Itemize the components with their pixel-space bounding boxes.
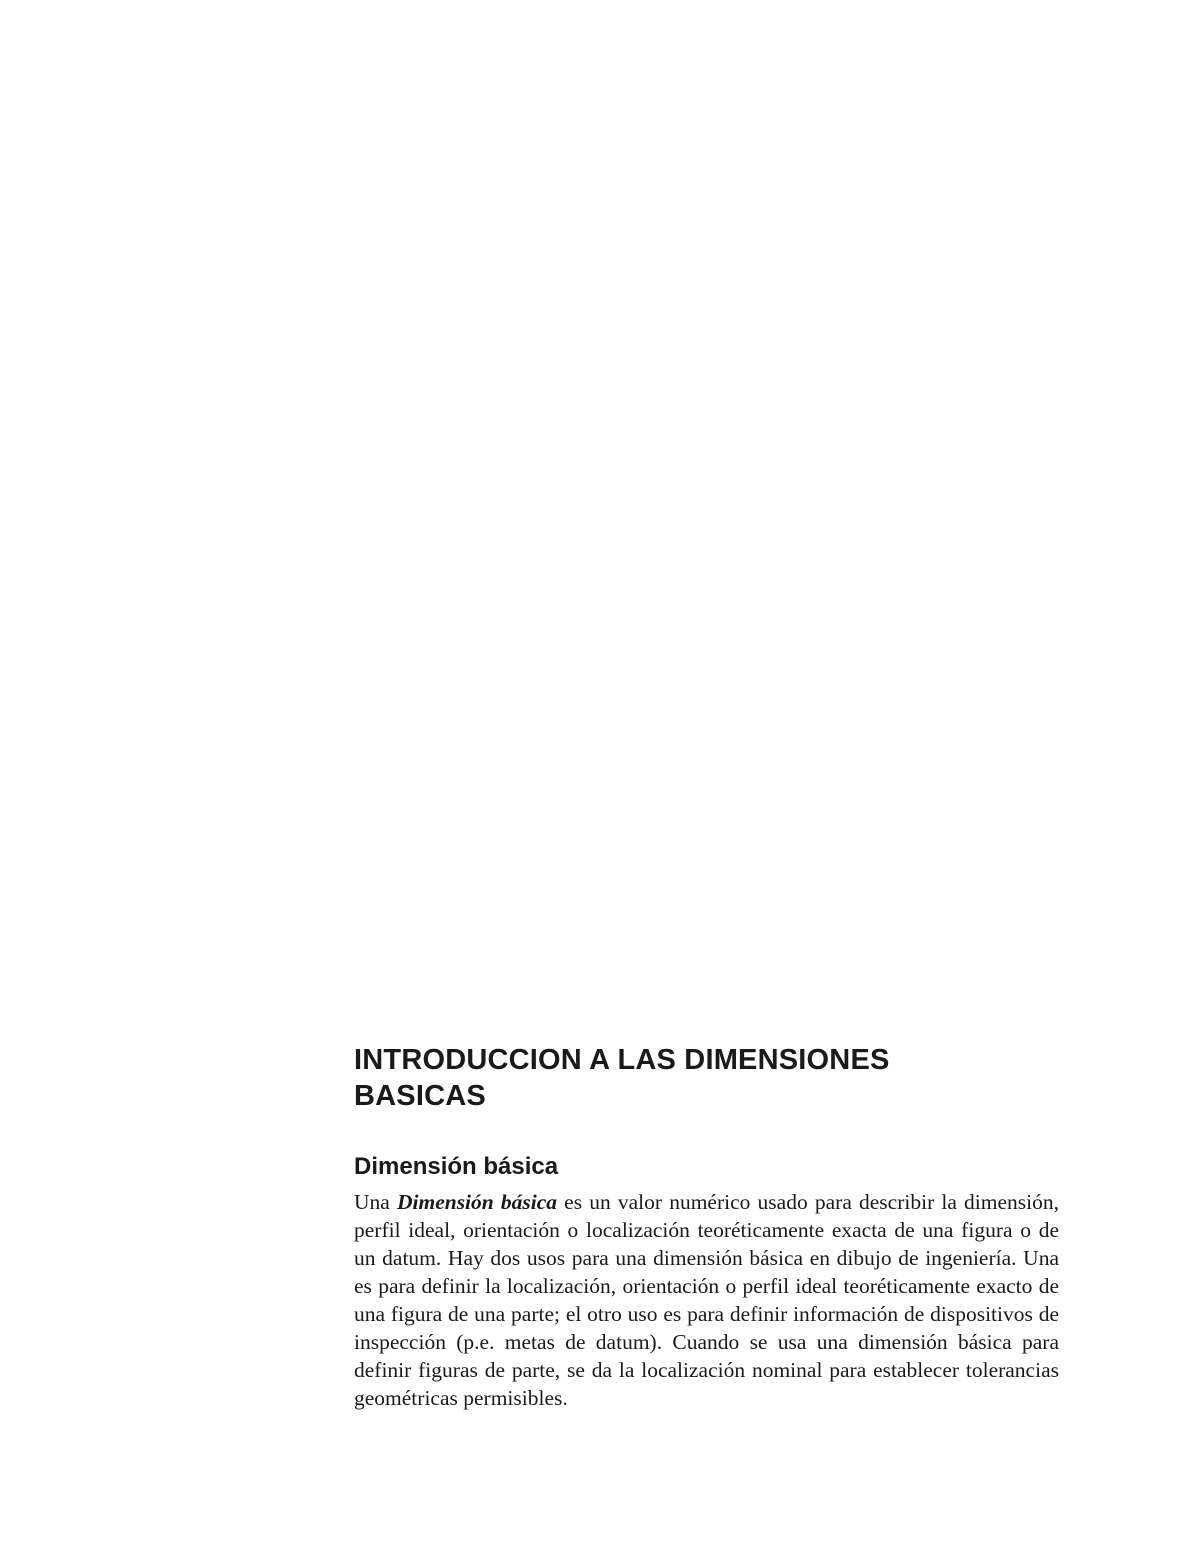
body-paragraph — [354, 1188, 1059, 1412]
emphasized-term: Dimensión básica — [396, 1190, 558, 1214]
paragraph-prefix: Una — [354, 1190, 397, 1214]
paragraph-text: es un valor numérico usado para describir la dimensión, perfil ideal, orientación o localización teoréticamente exacta de una figura o de un datum. Hay dos usos para una dimensión básica en dibujo de ingeniería. Una es para definir la localización, orientación o perfil ideal teoréticamente exacto de una figura de una parte; el otro uso es para definir información de dispositivos de inspección (p.e. metas de datum). Cuando se usa una dimensión básica para definir figuras de parte, se da la localización nominal para establecer tolerancias geométricas permisibles. — [354, 1190, 1059, 1410]
section-heading: Dimensión básica — [354, 1153, 559, 1180]
chapter-title-line-2: BASICAS — [354, 1080, 486, 1112]
chapter-title — [354, 1042, 1059, 1114]
chapter-title-line-1: INTRODUCCION A LAS DIMENSIONES — [354, 1044, 890, 1076]
page-content — [354, 1042, 1059, 1412]
